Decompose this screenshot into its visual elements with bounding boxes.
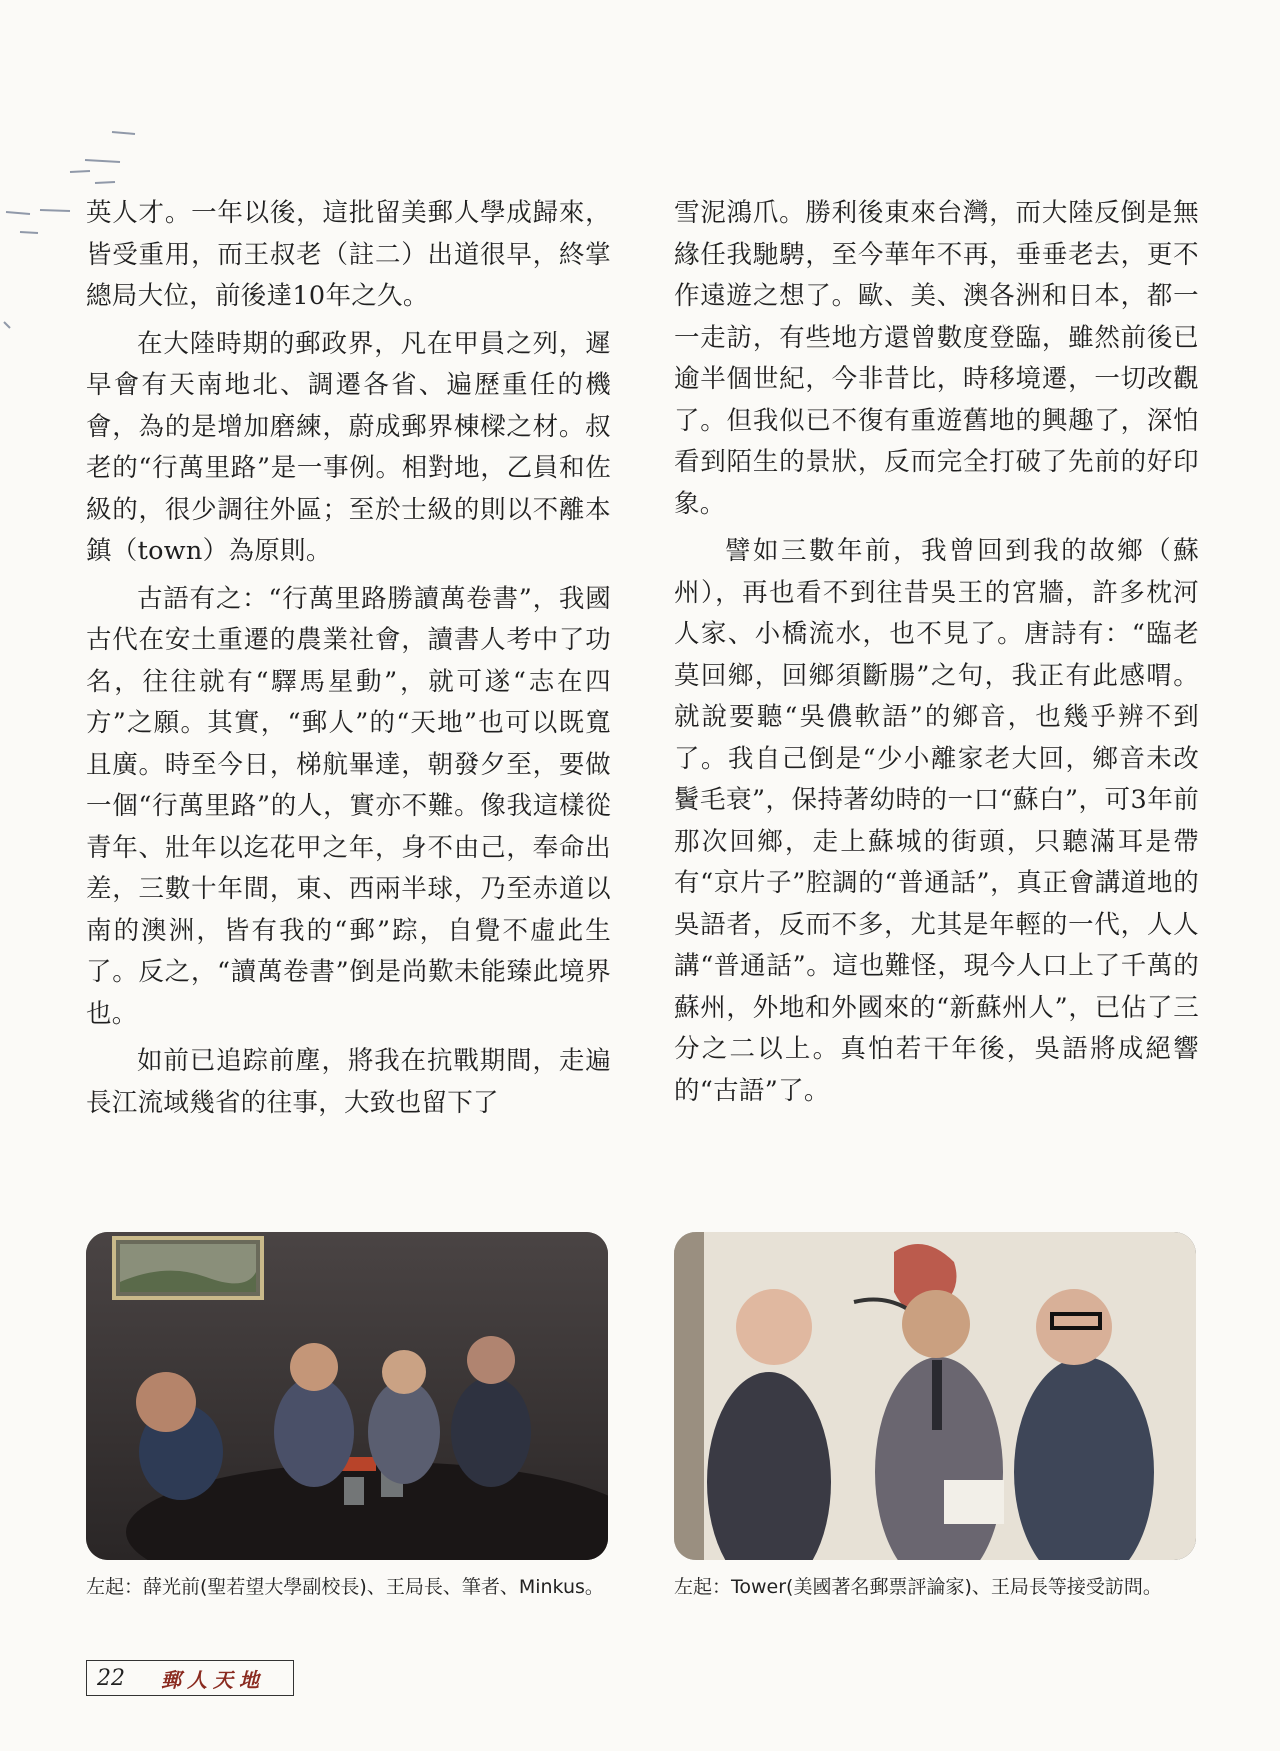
photo-caption: 左起：薛光前(聖若望大學副校長)、王局長、筆者、Minkus。 (86, 1576, 604, 1598)
photo-caption: 左起：Tower(美國著名郵票評論家)、王局長等接受訪問。 (674, 1576, 1162, 1598)
meeting-photo (86, 1232, 608, 1560)
page-footer (86, 1660, 294, 1696)
paragraph: 在大陸時期的郵政界，凡在甲員之列，遲早會有天南地北、調遷各省、遍歷重任的機會，為的是增加磨練，蔚成郵界棟樑之材。叔老的“行萬里路”是一事例。相對地，乙員和佐級的，很少調往外區；至於士級的則以不離本鎮（town）為原則。 (86, 328, 611, 566)
interview-photo (674, 1232, 1196, 1560)
article-right-column (674, 193, 1199, 1118)
paragraph: 英人才。一年以後，這批留美郵人學成歸來，皆受重用，而王叔老（註二）出道很早，終掌總局大位，前後達10年之久。 (86, 198, 611, 311)
magazine-name: 郵人天地 (161, 1667, 265, 1692)
article-left-column (86, 193, 611, 1130)
paragraph: 譬如三數年前，我曾回到我的故鄉（蘇州），再也看不到往昔吳王的宮牆，許多枕河人家、小橋流水，也不見了。唐詩有：“臨老莫回鄉，回鄉須斷腸”之句，我正有此感喟。就說要聽“吳儂軟語”的鄉音，也幾乎辨不到了。我自己倒是“少小離家老大回，鄉音未改鬢毛衰”，保持著幼時的一口“蘇白”，可3年前那次回鄉，走上蘇城的街頭，只聽滿耳是帶有“京片子”腔調的“普通話”，真正會講道地的吳語者，反而不多，尤其是年輕的一代，人人講“普通話”。這也難怪，現今人口上了千萬的蘇州，外地和外國來的“新蘇州人”，已佔了三分之二以上。真怕若干年後，吳語將成絕響的“古語”了。 (674, 536, 1199, 1106)
page-number: 22 (97, 1665, 125, 1691)
paragraph: 古語有之：“行萬里路勝讀萬卷書”，我國古代在安土重遷的農業社會，讀書人考中了功名，往往就有“驛馬星動”，就可遂“志在四方”之願。其實，“郵人”的“天地”也可以既寬且廣。時至今日，梯航畢達，朝發夕至，要做一個“行萬里路”的人，實亦不難。像我這樣從青年、壯年以迄花甲之年，身不由己，奉命出差，三數十年間，東、西兩半球，乃至赤道以南的澳洲，皆有我的“郵”踪，自覺不虛此生了。反之，“讀萬卷書”倒是尚歎未能臻此境界也。 (86, 583, 611, 1029)
paragraph: 雪泥鴻爪。勝利後東來台灣，而大陸反倒是無緣任我馳騁，至今華年不再，垂垂老去，更不作遠遊之想了。歐、美、澳各洲和日本，都一一走訪，有些地方還曾數度登臨，雖然前後已逾半個世紀，今非昔比，時移境遷，一切改觀了。但我似已不復有重遊舊地的興趣了，深怕看到陌生的景狀，反而完全打破了先前的好印象。 (674, 198, 1199, 519)
paragraph: 如前已追踪前塵，將我在抗戰期間，走遍長江流域幾省的往事，大致也留下了 (86, 1046, 611, 1118)
